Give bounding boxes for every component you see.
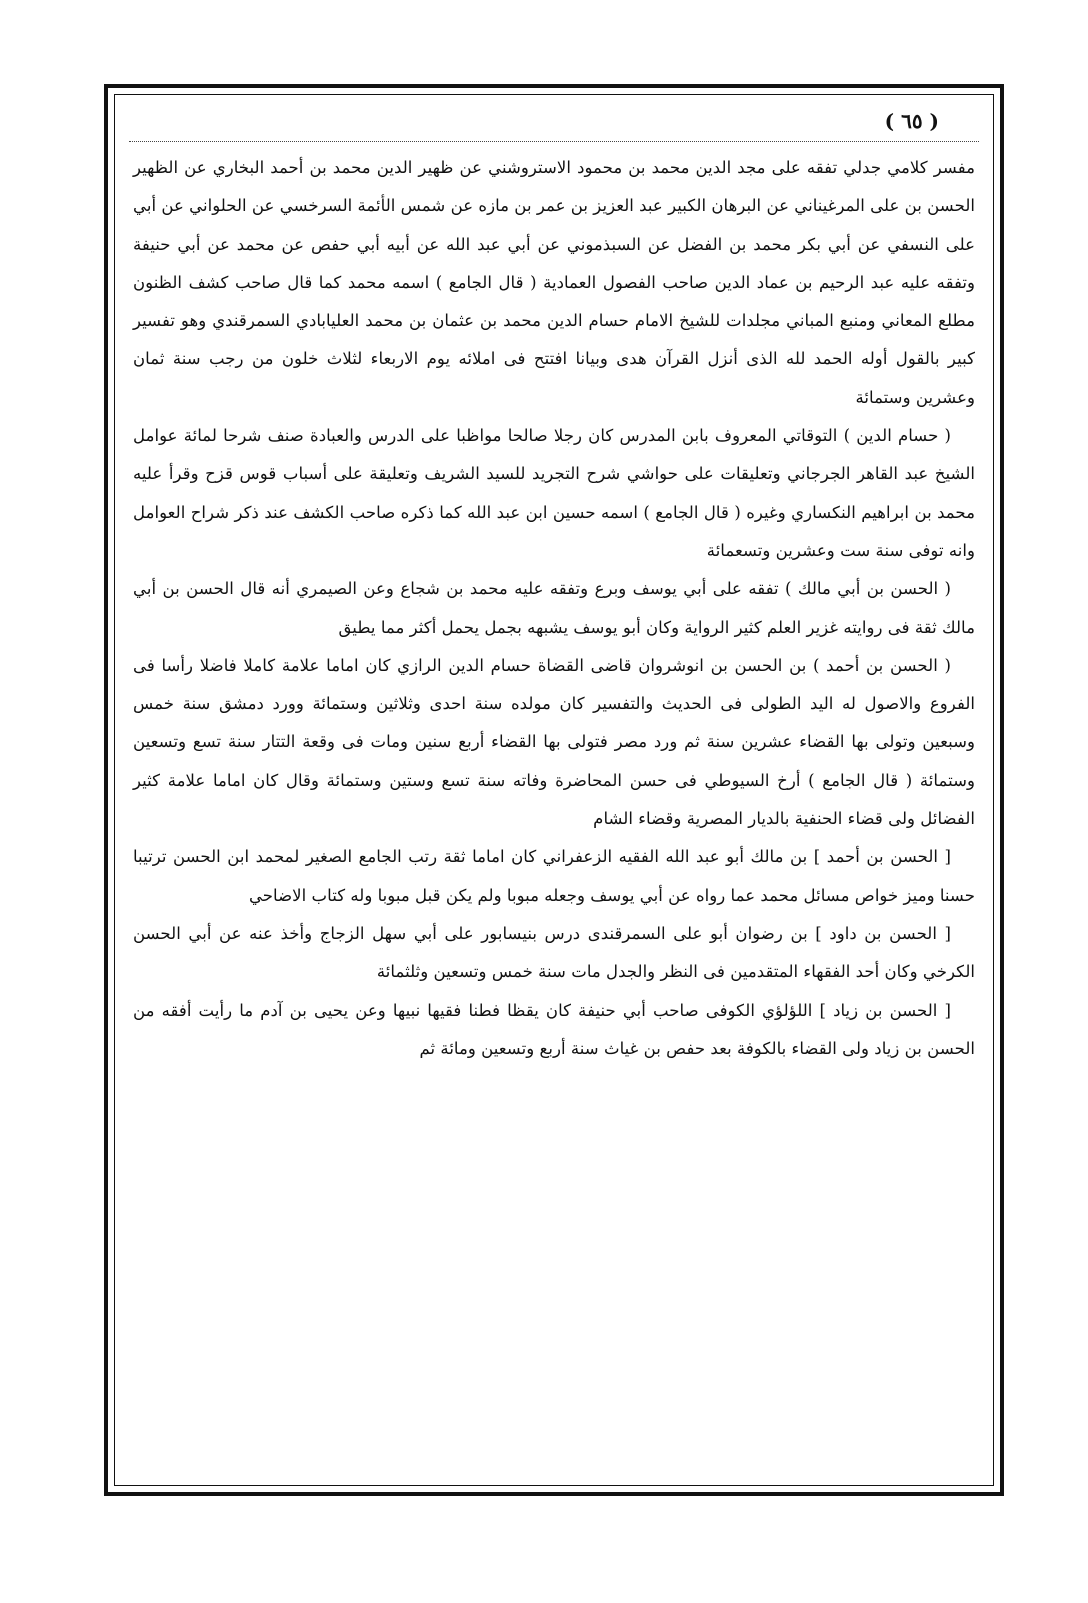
paragraph-al-hasan-ibn-ziyad: [ الحسن بن زياد ] اللؤلؤي الكوفى صاحب أبي حنيفة كان يقظا فطنا فقيها نبيها وعن يحيى بن آدم ما رأيت أفقه من الحسن بن زياد ولى القضاء بالكوفة بعد حفص بن غياث سنة أربع وتسعين ومائة ثم [133, 1000, 975, 1058]
page-number: ( ٦٥ ) [884, 109, 939, 133]
paragraph-al-hasan-ibn-abi-malik: ( الحسن بن أبي مالك ) تفقه على أبي يوسف وبرع وتفقه عليه محمد بن شجاع وعن الصيمري أنه قال الحسن بن أبي مالك ثقة فى روايته غزير العلم كثير الرواية وكان أبو يوسف يشبهه بجمل يحمل أكثر مما يطيق [133, 579, 975, 637]
page-body [133, 149, 975, 1068]
page-border-outer [104, 84, 1004, 1496]
paragraph-al-hasan-ibn-ahmad-al-zafarani: [ الحسن بن أحمد ] بن مالك أبو عبد الله الفقيه الزعفراني كان اماما ثقة رتب الجامع الصغير لمحمد ابن الحسن ترتيبا حسنا وميز خواص مسائل محمد عما رواه عن أبي يوسف وجعله مبوبا ولم يكن قبل مبوبا وله كتاب الاضاحي [133, 847, 975, 905]
page-border-inner [114, 94, 994, 1486]
paragraph-husam-al-din: ( حسام الدين ) التوقاتي المعروف بابن المدرس كان رجلا صالحا مواظبا على الدرس والعبادة صنف شرحا لمائة عوامل الشيخ عبد القاهر الجرجاني وتعليقات على حواشي شرح التجريد للسيد الشريف وتعليقة على أسباب قوس قزح وقرأ عليه محمد بن ابراهيم النكساري وغيره ( قال الجامع ) اسمه حسين ابن عبد الله كما ذكره صاحب الكشف عند ذكر شراح العوامل وانه توفى سنة ست وعشرين وتسعمائة [133, 426, 976, 560]
paragraph-continuation: مفسر كلامي جدلي تفقه على مجد الدين محمد بن محمود الاستروشني عن ظهير الدين محمد بن أحمد البخاري عن الظهير الحسن بن على المرغيناني عن البرهان الكبير عبد العزيز بن عمر بن مازه عن شمس الأئمة السرخسي عن الحلواني عن أبي على النسفي عن أبي بكر محمد بن الفضل عن السبذموني عن أبي عبد الله عن أبيه أبي حفص عن محمد عن أبي حنيفة وتفقه عليه عبد الرحيم بن عماد الدين صاحب الفصول العمادية ( قال الجامع ) اسمه محمد كما قال صاحب كشف الظنون مطلع المعاني ومنبع المباني مجلدات للشيخ الامام حسام الدين محمد بن عثمان بن محمد العليابادي السمرقندي وهو تفسير كبير بالقول أوله الحمد لله الذى أنزل القرآن هدى وبيانا افتتح فى املائه يوم الاربعاء لثلاث خلون من رجب سنة ثمان وعشرين وستمائة [133, 158, 975, 407]
paragraph-al-hasan-ibn-ahmad-al-razi: ( الحسن بن أحمد ) بن الحسن بن انوشروان قاضى القضاة حسام الدين الرازي كان اماما علامة كاملا فاضلا رأسا فى الفروع والاصول له اليد الطولى فى الحديث والتفسير كان مولده سنة احدى وثلاثين وستمائة وورد دمشق سنة خمس وسبعين وتولى بها القضاء عشرين سنة ثم ورد مصر فتولى بها القضاء أربع سنين ومات فى وقعة التتار سنة تسع وتسعين وستمائة ( قال الجامع ) أرخ السيوطي فى حسن المحاضرة وفاته سنة تسع وستين وستمائة وقال كان اماما علامة كثير الفضائل ولى قضاء الحنفية بالديار المصرية وقضاء الشام [133, 655, 975, 829]
paragraph-al-hasan-ibn-dawud: [ الحسن بن داود ] بن رضوان أبو على السمرقندى درس بنيسابور على أبي سهل الزجاج وأخذ عنه عن أبي الحسن الكرخي وكان أحد الفقهاء المتقدمين فى النظر والجدل مات سنة خمس وتسعين وثلثمائة [133, 923, 975, 982]
page-header [129, 105, 979, 142]
